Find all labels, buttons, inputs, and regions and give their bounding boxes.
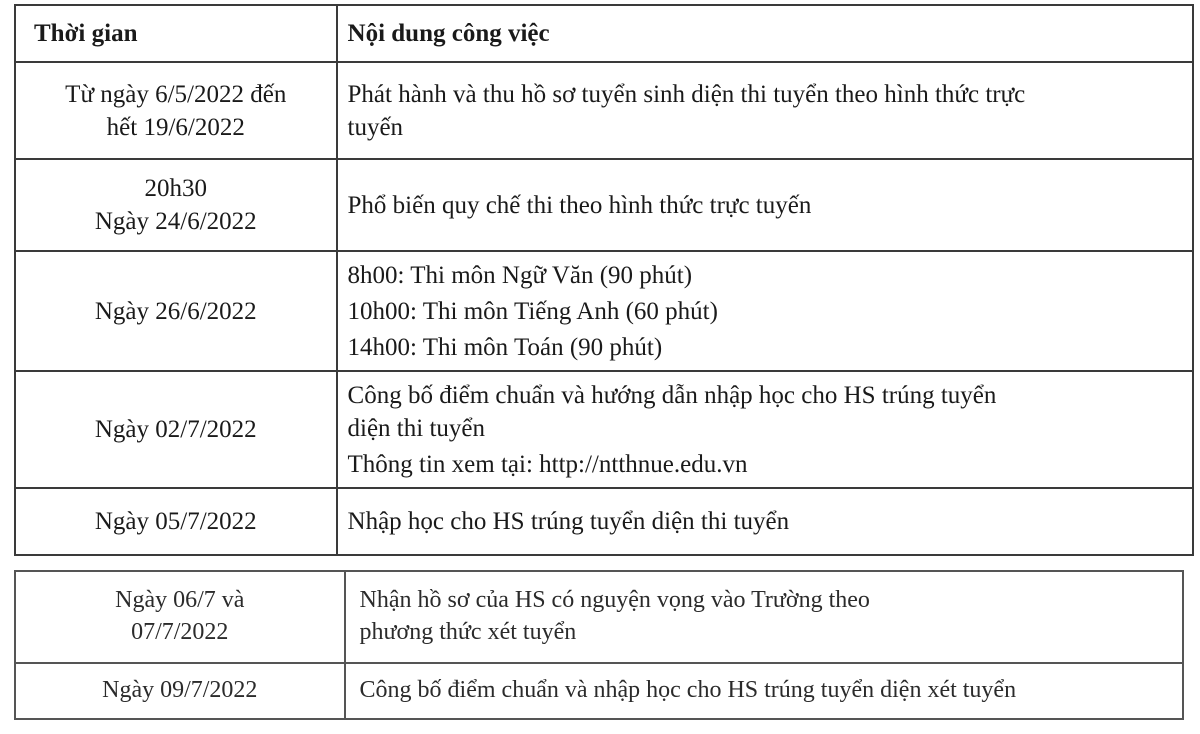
time-line: 07/7/2022: [131, 619, 229, 645]
content-cell: [337, 488, 1193, 555]
time-line: Từ ngày 6/5/2022 đến: [65, 80, 287, 108]
content-cell: [337, 62, 1193, 159]
table-row: [15, 571, 1183, 663]
time-line: Ngày 26/6/2022: [94, 297, 257, 325]
content-cell: [337, 371, 1193, 488]
time-line: Ngày 06/7 và: [115, 587, 245, 614]
content-line: Công bố điểm chuẩn và nhập học cho HS trúng tuyển diện xét tuyển: [359, 677, 1017, 704]
table-row: [15, 488, 1193, 555]
time-line: Ngày 05/7/2022: [94, 508, 257, 535]
time-line: hết 19/6/2022: [106, 113, 245, 141]
admission-table: [14, 570, 1184, 720]
table-row: [15, 371, 1193, 488]
time-line: Ngày 02/7/2022: [94, 416, 257, 443]
content-cell: [345, 663, 1183, 719]
content-line: Công bố điểm chuẩn và hướng dẫn nhập học cho HS trúng tuyển: [347, 381, 997, 409]
time-line: Ngày 24/6/2022: [94, 208, 257, 235]
header-time: Thời gian: [15, 5, 337, 62]
time-cell: [15, 663, 345, 719]
time-cell: [15, 251, 337, 371]
content-line: Phát hành và thu hồ sơ tuyển sinh diện thi tuyển theo hình thức trực: [347, 80, 1026, 108]
time-line: Ngày 09/7/2022: [102, 677, 258, 704]
table-row: [15, 62, 1193, 159]
content-line: Thông tin xem tại: http://ntthnue.edu.vn: [347, 450, 748, 478]
content-line: tuyến: [347, 113, 404, 141]
time-cell: [15, 62, 337, 159]
table-row: [15, 251, 1193, 371]
content-line: 10h00: Thi môn Tiếng Anh (60 phút): [347, 297, 718, 325]
content-cell: [345, 571, 1183, 663]
content-line: diện thi tuyển: [347, 414, 485, 442]
table-header-row: [15, 5, 1193, 62]
content-line: Phổ biến quy chế thi theo hình thức trực tuyến: [347, 191, 812, 219]
time-cell: [15, 159, 337, 251]
table-row: [15, 663, 1183, 719]
time-cell: [15, 371, 337, 488]
content-line: 8h00: Thi môn Ngữ Văn (90 phút): [347, 261, 693, 289]
time-line: 20h30: [144, 175, 207, 202]
content-line: Nhập học cho HS trúng tuyển diện thi tuyển: [347, 508, 790, 535]
time-cell: [15, 571, 345, 663]
time-cell: [15, 488, 337, 555]
content-line: phương thức xét tuyển: [359, 619, 577, 645]
content-line: 14h00: Thi môn Toán (90 phút): [347, 333, 663, 361]
content-line: Nhận hồ sơ của HS có nguyện vọng vào Trường theo: [359, 587, 870, 614]
schedule-table: [14, 4, 1194, 556]
header-content: Nội dung công việc: [337, 5, 1193, 62]
content-cell: [337, 251, 1193, 371]
table-row: [15, 159, 1193, 251]
content-cell: [337, 159, 1193, 251]
